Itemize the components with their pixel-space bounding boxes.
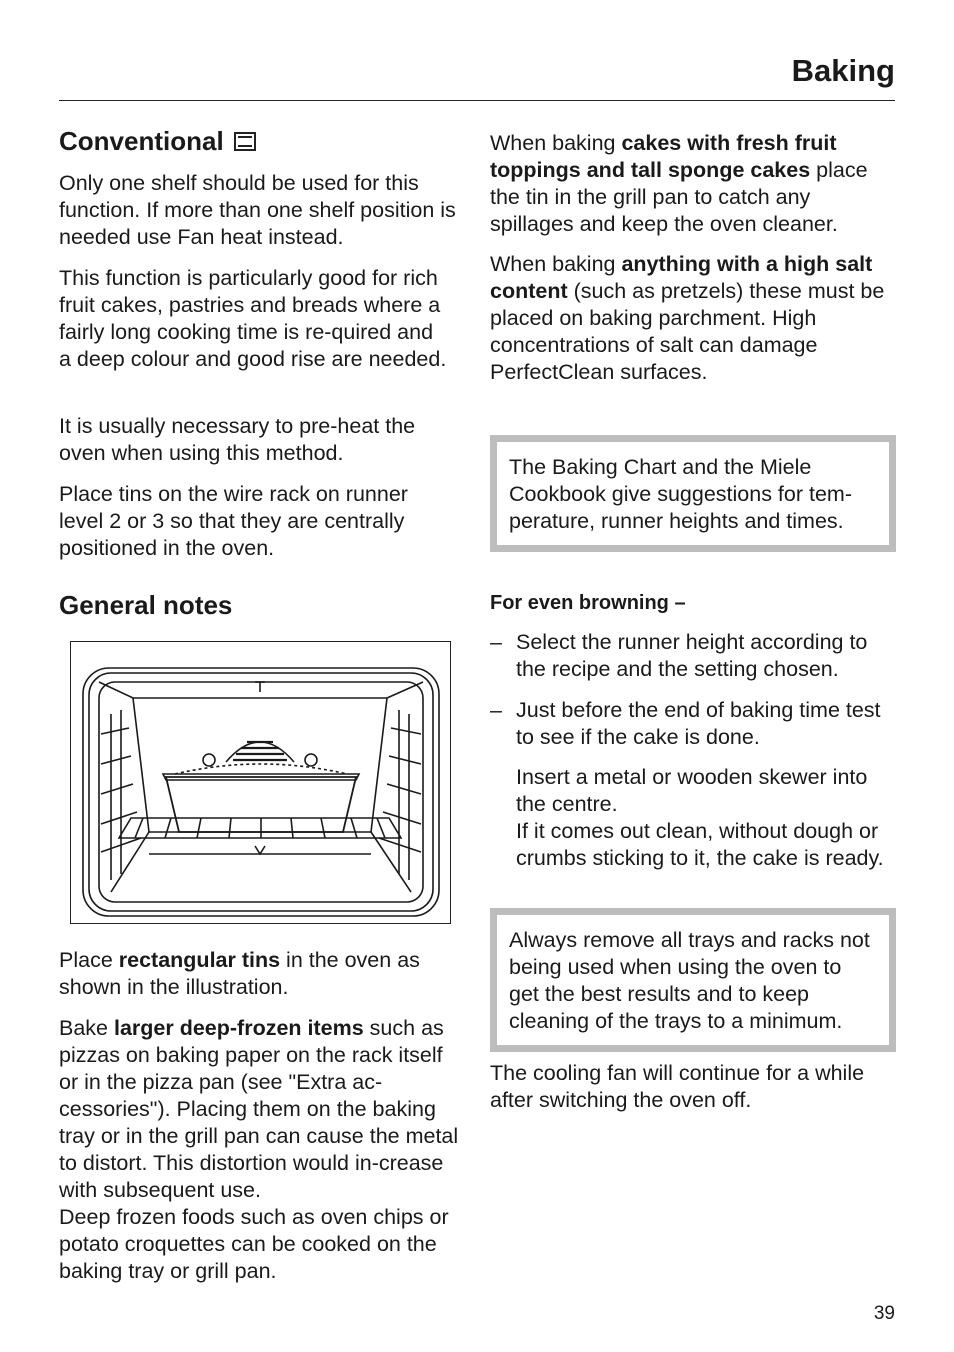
- conventional-paragraph-1: Only one shelf should be used for this function. If more than one shelf position is needed use Fan heat instead.: [59, 171, 456, 249]
- skewer-text: Insert a metal or wooden skewer into the centre.: [516, 765, 868, 816]
- header-rule: [59, 100, 895, 101]
- deep-frozen-foods-text: Deep frozen foods such as oven chips or potato croquettes can be cooked on the baking tray or grill pan.: [59, 1205, 449, 1283]
- general-notes-heading: General notes: [59, 590, 233, 620]
- rectangular-tins-paragraph: Place rectangular tins in the oven as shown in the illustration.: [59, 948, 420, 999]
- deep-frozen-paragraph: Bake larger deep-frozen items such as pizzas on baking paper on the rack itself or in the pizza pan (see "Extra ac-cessories"). Placing them on the baking tray or in the grill pan can cause the metal to distort. This distortion would in-crease with subsequent use. Deep frozen foods such as oven chips or potato croquettes can be cooked on the baking tray or grill pan.: [59, 1016, 459, 1283]
- list-item: [490, 629, 896, 683]
- conventional-paragraph-3: It is usually necessary to pre-heat the oven when using this method.: [59, 414, 416, 465]
- page-title: Baking: [791, 53, 895, 88]
- conventional-paragraph-2: This function is particularly good for rich fruit cakes, pastries and breads where a fairly long cooking time is re-quired and a deep colour and good rise are needed.: [59, 266, 447, 371]
- fresh-fruit-paragraph: When baking cakes with fresh fruit toppings and tall sponge cakes place the tin in the grill pan to catch any spillages and keep the oven cleaner.: [490, 131, 868, 236]
- bullet-text: Just before the end of baking time test to see if the cake is done.: [516, 698, 881, 749]
- remove-trays-note-text: Always remove all trays and racks not being used when using the oven to get the best results and to keep cleaning of the trays to a minimum.: [509, 928, 870, 1033]
- conventional-heat-icon: [234, 132, 256, 151]
- page-number: 39: [873, 1303, 895, 1324]
- even-browning-heading: For even browning –: [490, 592, 686, 614]
- list-item: [490, 697, 896, 751]
- baking-chart-note: [490, 435, 896, 552]
- bullet-dash: –: [490, 630, 502, 654]
- oven-interior-icon: [71, 642, 449, 922]
- baking-chart-note-text: The Baking Chart and the Miele Cookbook give suggestions for tem-perature, runner heights and times.: [509, 455, 852, 533]
- high-salt-paragraph: When baking anything with a high salt content (such as pretzels) these must be placed on baking parchment. High concentrations of salt can damage PerfectClean surfaces.: [490, 252, 885, 384]
- conventional-heading-text: Conventional: [59, 126, 224, 156]
- fresh-fruit-bold: cakes with fresh fruit toppings and tall sponge cakes: [490, 131, 837, 182]
- oven-illustration: [70, 641, 451, 924]
- cooling-fan-paragraph: The cooling fan will continue for a while after switching the oven off.: [490, 1061, 865, 1112]
- cake-ready-text: If it comes out clean, without dough or crumbs sticking to it, the cake is ready.: [516, 819, 884, 870]
- high-salt-bold: anything with a high salt content: [490, 252, 873, 303]
- conventional-paragraph-4: Place tins on the wire rack on runner level 2 or 3 so that they are centrally positioned in the oven.: [59, 482, 408, 560]
- bullet-dash: –: [490, 698, 502, 722]
- deep-frozen-bold: larger deep-frozen items: [113, 1016, 364, 1040]
- bullet-text: Select the runner height according to the recipe and the setting chosen.: [516, 630, 868, 681]
- remove-trays-note: [490, 908, 896, 1052]
- rectangular-tins-bold: rectangular tins: [118, 948, 281, 972]
- conventional-heading: [59, 125, 256, 157]
